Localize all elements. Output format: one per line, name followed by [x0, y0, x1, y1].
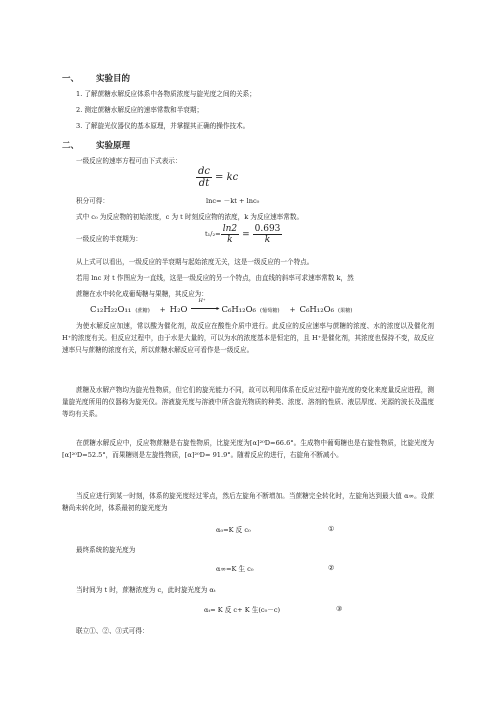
ln2-fraction	[221, 224, 239, 245]
intro-text: 一级反应的速率方程可由下式表示：	[76, 157, 182, 165]
objective-item-2: 2. 测定蔗糖水解反应的速率常数和半衰期；	[76, 106, 204, 114]
objective-item-1: 1. 了解蔗糖水解反应体系中各物质浓度与旋光度之间的关系；	[76, 90, 256, 98]
fraction-numerator: 0.693	[254, 224, 281, 234]
equation-2: α∞=K 生 c₀	[216, 565, 254, 573]
sucrose-note: 蔗糖在水中转化成葡萄糖与果糖，其反应为：	[76, 290, 208, 298]
section-number: 一、	[62, 74, 80, 84]
equals-sign: =	[242, 229, 250, 240]
halflife-note: 从上式可以看出，一级反应的半衰期与起始浓度无关，这是一级反应的一个特点。	[76, 258, 314, 266]
fraction-numerator: dc	[198, 166, 211, 177]
glucose-formula: C₆H₁₂O₆	[221, 305, 256, 315]
equation-2-marker: ②	[328, 564, 335, 572]
rate-equation	[196, 166, 238, 189]
halflife-equation	[205, 224, 282, 245]
equation-1: α₀=K 反 c₀	[216, 526, 251, 534]
paragraph-rotation-values: 在蔗糖水解反应中，反应物蔗糖是右旋性物质，比旋光度为[α]²⁰D=66.6°。生成物中葡萄糖也是右旋性物质，比旋光度为[α]²⁰D=52.5°，而果糖则是左旋性物质，[α]²⁰D= 91.9°。随着反应的进行，右旋角不断减小。	[62, 439, 434, 459]
water-formula: H₂O	[169, 305, 188, 315]
fraction-denominator: k	[264, 235, 271, 245]
sucrose-name: (蔗糖)	[135, 308, 150, 314]
halflife-label: 一级反应的半衰期为：	[76, 235, 142, 243]
paragraph-catalysis: 为使水解反应加速，常以酸为催化剂，故反应在酸性介质中进行。此反应的反应速率与蔗糖的浓度、水的浓度以及催化剂 H⁺的浓度有关。但反应过程中，由于水是大量的，可以为水的浓度基本是恒定的，且 H⁺是催化剂，其浓度也保持不变，故反应速率只与蔗糖的浓度有关，所以蔗糖水解反应可看作是一级反应。	[62, 322, 434, 354]
sucrose-formula: C₁₂H₂₂O₁₁	[90, 305, 132, 315]
equation-1-marker: ①	[328, 525, 335, 533]
constant-fraction	[253, 224, 283, 245]
objective-item-3: 3. 了解旋光仪器仪的基本原理，并掌握其正确的操作技术。	[76, 122, 250, 130]
fructose-name: (果糖)	[337, 308, 353, 314]
paragraph-zero-crossing: 当反应进行到某一时刻，体系的旋光度经过零点，然后左旋角不断增加。当蔗糖完全转化时，左旋角达到最大值 α∞。设蔗糖尚未转化时，体系最初的旋光度为	[62, 492, 434, 512]
section-number: 二、	[62, 141, 80, 151]
paragraph-optical-activity: 蔗糖及水解产物均为旋光性物质，但它们的旋光能力不同，故可以利用体系在反应过程中旋光度的变化来度量反应进程，测量旋光度所用的仪器称为旋光仪。溶液旋光度与溶液中所含旋光物质的种类、浓度、溶剂的性质、液层厚度、光源的波长及温度等均有关系。	[62, 386, 434, 418]
reaction-arrow	[191, 298, 220, 312]
catalyst-label: H⁺	[198, 298, 206, 304]
hydrolysis-reaction	[90, 298, 353, 315]
time-t-label: 当时间为 t 时，蔗糖浓度为 c，此时旋光度为 αₜ	[76, 586, 216, 594]
arrowhead-icon: ▸	[216, 304, 220, 312]
symbol-description: 式中 c₀ 为反应物的初始浓度，c 为 t 时刻反应物的浓度，k 为反应速率常数。	[76, 213, 304, 221]
integral-label: 积分可得：	[76, 197, 109, 205]
section-heading-objectives	[62, 72, 130, 84]
integral-equation: lnc= －kt + lnc₀	[206, 197, 260, 205]
equation-3: αₜ= K 反 c+ K 生(c₀－c)	[204, 606, 281, 614]
final-rotation-label: 最终系统的旋光度为	[76, 546, 136, 554]
rate-fraction	[196, 166, 212, 189]
plus-sign: +	[289, 306, 296, 314]
fraction-denominator: dt	[198, 178, 210, 189]
rate-rhs: = kc	[215, 172, 239, 183]
equation-3-marker: ③	[336, 605, 343, 613]
section-heading-principle	[62, 139, 130, 151]
arrow-line	[191, 308, 217, 309]
linear-note: 若用 lnc 对 t 作图应为一直线，这是一级反应的另一个特点，由直线的斜率可求速率常数 k，然	[76, 274, 354, 282]
section-title: 实验原理	[95, 141, 130, 151]
plus-sign: +	[159, 306, 166, 314]
glucose-name: (葡萄糖)	[259, 308, 280, 314]
fructose-formula: C₆H₁₂O₆	[299, 305, 334, 315]
section-title: 实验目的	[95, 74, 130, 84]
halflife-lhs: t₁/₂=	[205, 230, 221, 238]
combine-label: 联立①、②、③式可得：	[76, 627, 149, 635]
fraction-denominator: k	[227, 235, 233, 245]
fraction-numerator: ln2	[222, 224, 238, 234]
